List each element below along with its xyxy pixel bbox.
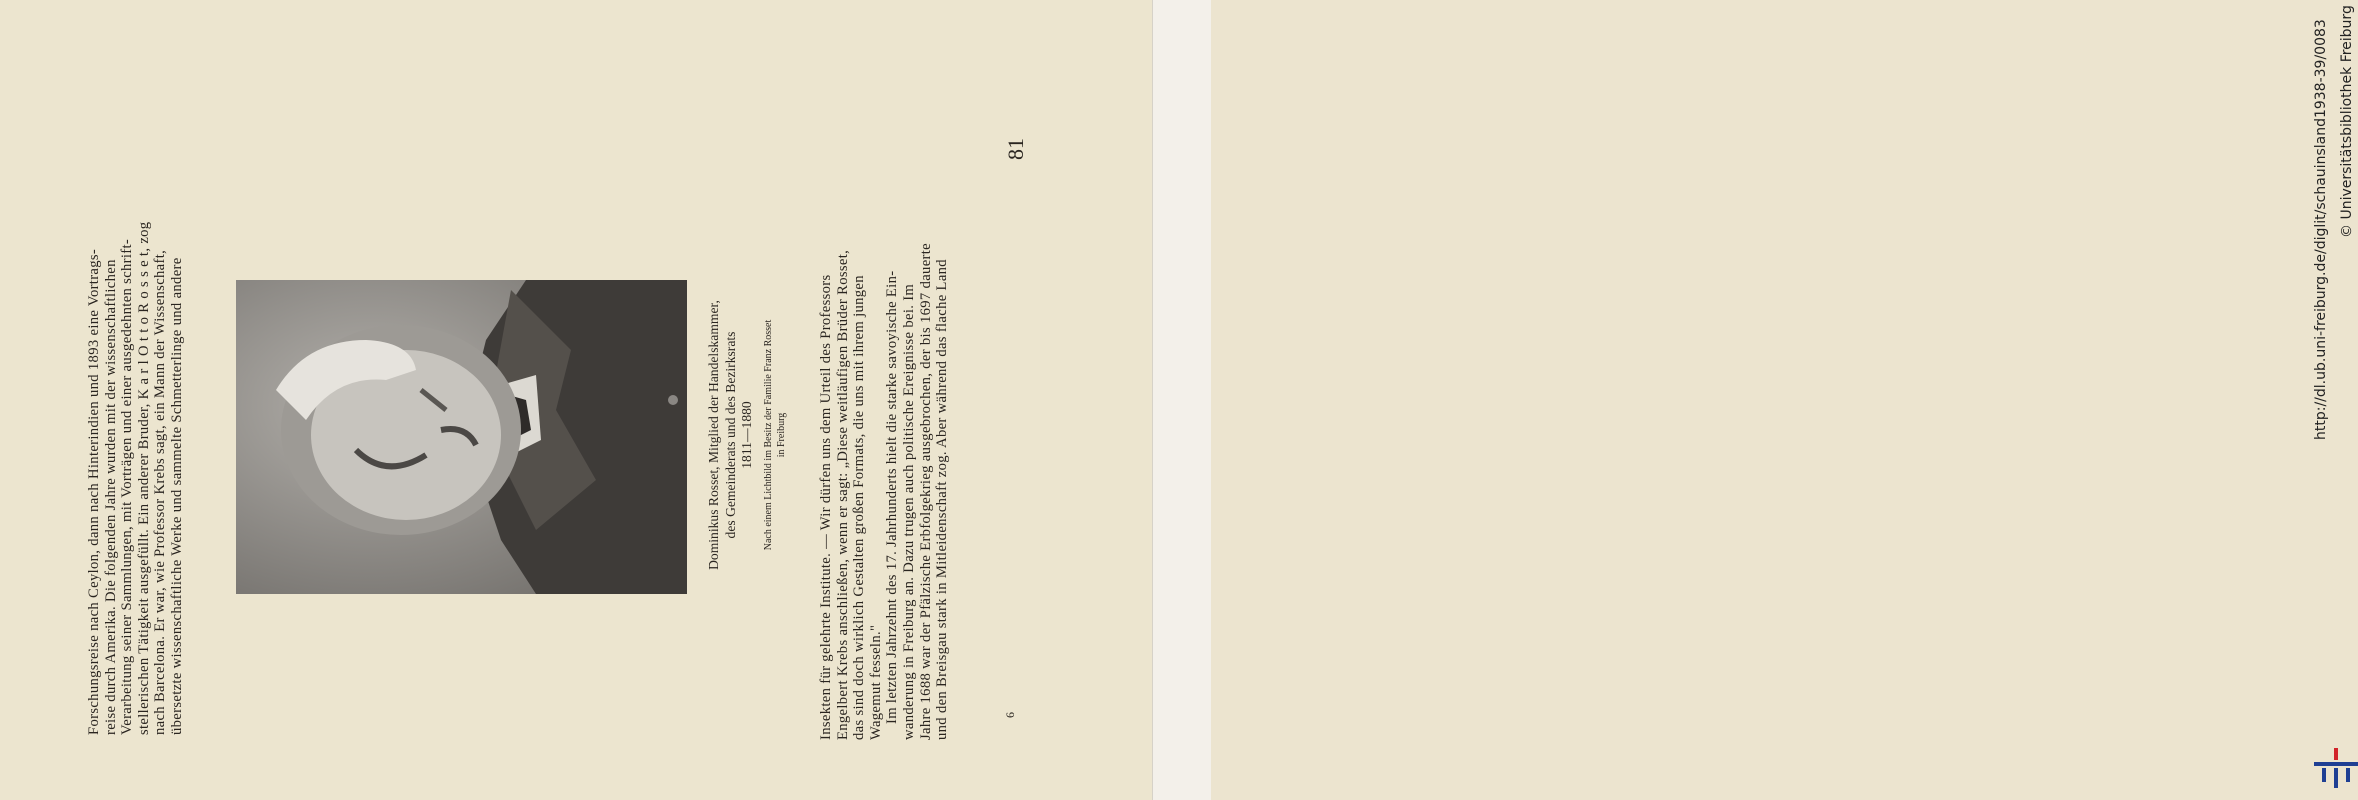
text-line: Im letzten Jahrzehnt des 17. Jahrhunderts hielt die starke savoyische Ein- xyxy=(884,270,901,724)
caption-line: 1811—1880 xyxy=(739,401,754,469)
text-line: nach Barcelona. Er war, wie Professor Krebs sagt, ein Mann der Wissenschaft, xyxy=(152,249,169,735)
text-line: Insekten für gelehrte Institute. — Wir dürfen uns dem Urteil des Professors xyxy=(818,274,834,740)
text-line: Verarbeitung seiner Sammlungen, mit Vorträgen und einer ausgedehnten schrift- xyxy=(119,238,136,735)
bottom-paragraph xyxy=(818,135,951,740)
library-logo-icon xyxy=(2314,748,2358,788)
text-line: und den Breisgau stark in Mitleidenschaft zog. Aber während das flache Land xyxy=(934,259,951,740)
photo-caption xyxy=(706,270,788,600)
text-line: wanderung in Freiburg an. Dazu trugen auch politische Ereignisse bei. Im xyxy=(900,283,917,740)
permalink-url[interactable]: http://dl.ub.uni-freiburg.de/diglit/schauinsland1938-39/0083 xyxy=(2313,19,2329,440)
book-page xyxy=(0,0,1152,800)
text-line: übersetzte wissenschaftliche Werke und sammelte Schmetterlinge und andere xyxy=(168,257,185,735)
library-sidebar xyxy=(1152,0,2355,800)
signature-mark: 6 xyxy=(1003,712,1017,718)
caption-credit: Nach einem Lichtbild im Besitz der Familie Franz Rosset xyxy=(762,319,774,551)
caption-credit: in Freiburg xyxy=(775,412,787,458)
text-line: stellerischen Tätigkeit ausgefüllt. Ein anderer Bruder, K a r l O t t o R o s s e t, zog xyxy=(135,221,152,735)
text-line: Engelbert Krebs anschließen, wenn er sagt: „Diese weitläufigen Brüder Rosset, xyxy=(834,249,851,740)
text-line: reise durch Amerika. Die folgenden Jahre wurden mit der wissenschaftlichen xyxy=(102,259,119,735)
text-line: das sind doch wirklich Gestalten großen Formats, die uns mit ihrem jungen xyxy=(851,275,868,740)
text-line: Forschungsreise nach Ceylon, dann nach Hinterindien und 1893 eine Vortrags- xyxy=(86,248,102,735)
portrait-photo xyxy=(236,280,687,594)
copyright-notice: © Universitätsbibliothek Freiburg xyxy=(2339,5,2355,238)
caption-line: Dominikus Rosset, Mitglied der Handelskammer, xyxy=(706,300,721,570)
caption-line: des Gemeinderats und des Bezirksrats xyxy=(722,331,738,539)
page-number: 81 xyxy=(1003,138,1028,160)
text-line: Jahre 1688 war der Pfälzische Erbfolgekrieg ausgebrochen, der bis 1697 dauerte xyxy=(917,243,934,740)
text-line: Wagemut fesseln." xyxy=(867,624,884,740)
top-paragraph xyxy=(86,135,186,735)
